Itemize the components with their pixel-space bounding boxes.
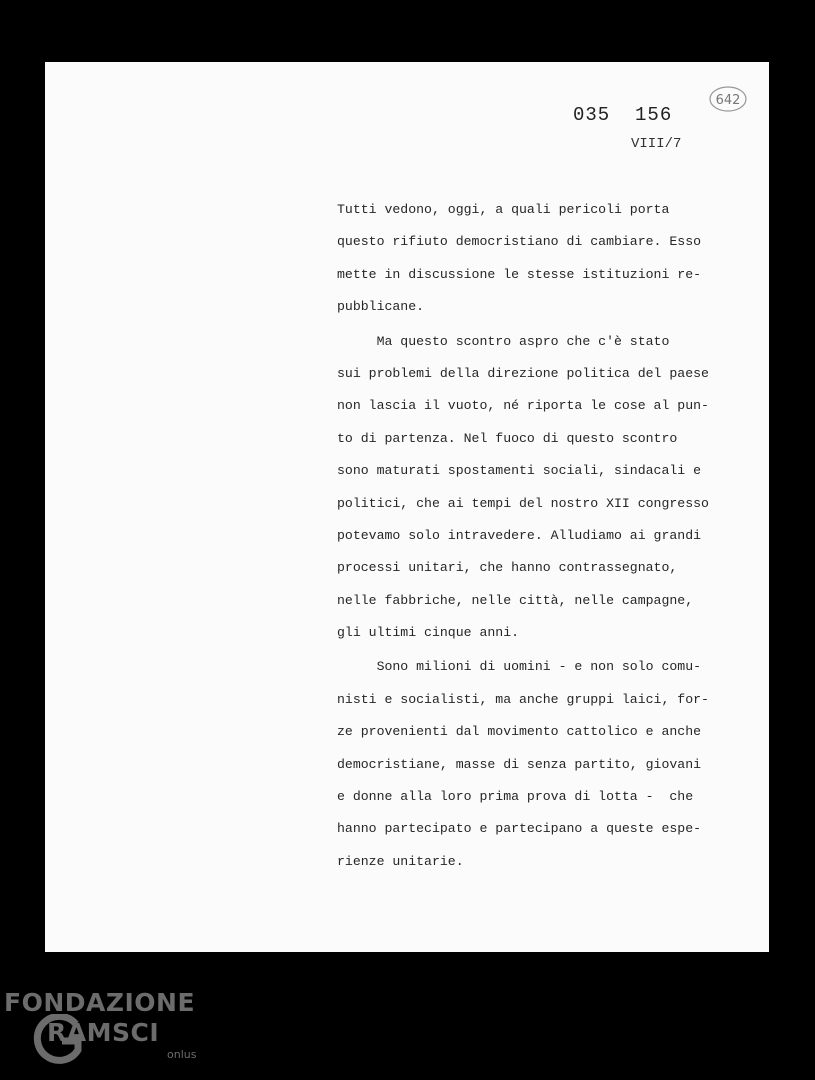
text-line: non lascia il vuoto, né riporta le cose al pun- — [337, 398, 709, 414]
text-line: Sono milioni di uomini - e non solo comu- — [337, 659, 702, 675]
logo-line2: RAMSCI — [47, 1018, 160, 1047]
text-line: sui problemi della direzione politica del paese — [337, 365, 709, 381]
text-line: sono maturati spostamenti sociali, sindacali e — [337, 463, 702, 479]
text-line: rienze unitarie. — [337, 853, 464, 869]
text-line: potevamo solo intravedere. Alludiamo ai grandi — [337, 527, 702, 543]
text-line: gli ultimi cinque anni. — [337, 625, 520, 641]
document-page — [45, 62, 769, 952]
collocation-label: VIII/7 — [631, 136, 682, 152]
pencil-page-number — [708, 84, 748, 114]
text-line: ze provenienti dal movimento cattolico e anche — [337, 724, 702, 740]
text-line: Tutti vedono, oggi, a quali pericoli porta — [337, 202, 670, 217]
text-line: politici, che ai tempi del nostro XII congresso — [337, 495, 709, 511]
logo-line1: FONDAZIONE — [4, 988, 196, 1017]
text-line: nisti e socialisti, ma anche gruppi laici, for- — [337, 691, 709, 707]
text-line: to di partenza. Nel fuoco di questo scontro — [337, 430, 678, 446]
archive-number: 035 156 — [573, 104, 673, 126]
text-line: mette in discussione le stesse istituzioni re- — [337, 266, 702, 282]
text-line: democristiane, masse di senza partito, giovani — [337, 756, 702, 772]
text-line: Ma questo scontro aspro che c'è stato — [337, 333, 670, 349]
text-line: processi unitari, che hanno contrassegnato, — [337, 560, 678, 576]
text-line: e donne alla loro prima prova di lotta - che — [337, 789, 694, 805]
logo-onlus: onlus — [167, 1048, 197, 1061]
body-text — [337, 194, 747, 878]
text-line: hanno partecipato e partecipano a queste espe- — [337, 821, 702, 837]
pencil-number-text: 642 — [715, 93, 741, 108]
text-line: pubblicane. — [337, 299, 425, 315]
text-line: questo rifiuto democristiano di cambiare. Esso — [337, 234, 702, 250]
text-line: nelle fabbriche, nelle città, nelle campagne, — [337, 592, 694, 608]
fondazione-gramsci-logo — [4, 988, 204, 1068]
